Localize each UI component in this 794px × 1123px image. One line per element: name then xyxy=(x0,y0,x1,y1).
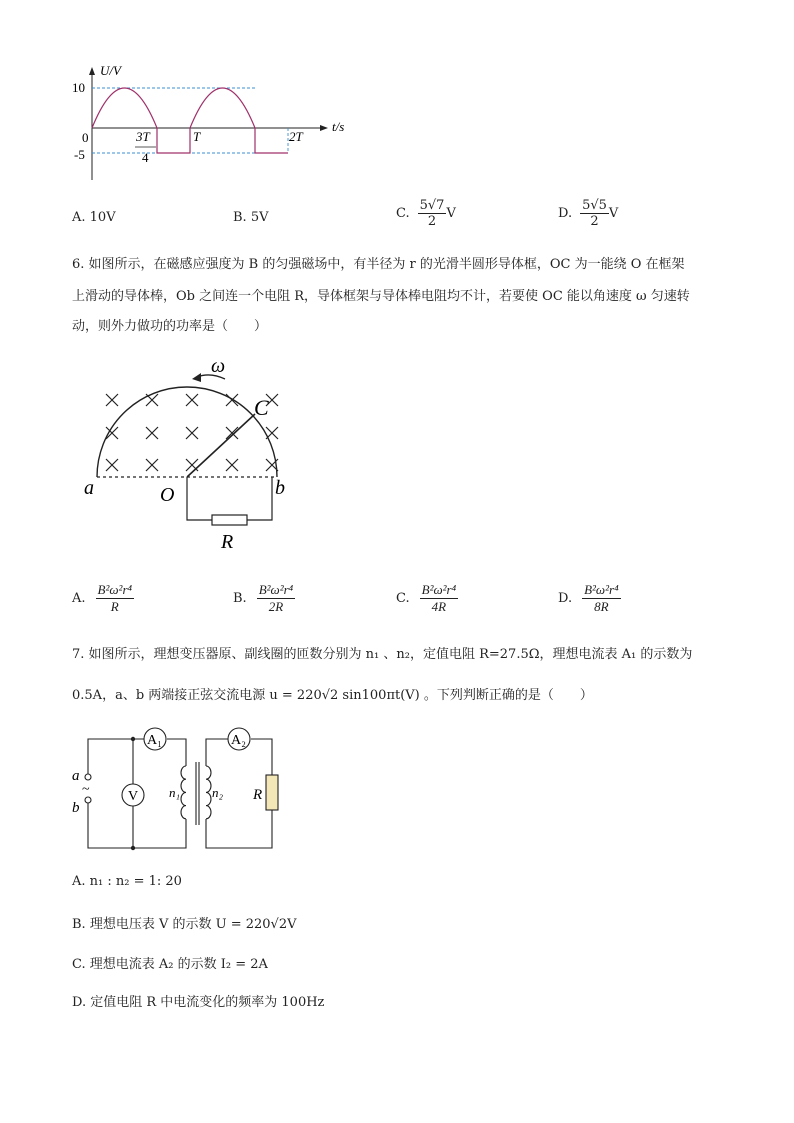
q7-option-a[interactable]: A. n₁ : n₂ = 1: 20 xyxy=(72,874,182,889)
secondary-coil xyxy=(206,766,211,819)
fraction-numerator: B²ω²r⁴ xyxy=(584,582,619,597)
option-fraction xyxy=(257,582,296,615)
label-omega: ω xyxy=(211,355,226,377)
junction-bottom xyxy=(131,846,135,850)
junction-top xyxy=(131,737,135,741)
rod-oc xyxy=(187,414,255,477)
semicircle-frame xyxy=(97,387,277,477)
q7-option-b[interactable]: B. 理想电压表 V 的示数 U = 220√2V xyxy=(72,917,297,932)
label-r: R xyxy=(221,531,234,553)
fraction-denominator: 2 xyxy=(590,214,599,229)
label-tilde: ~ xyxy=(82,782,90,797)
fraction-numerator: B²ω²r⁴ xyxy=(421,582,457,597)
fraction-denominator: 2R xyxy=(268,599,284,614)
transformer-circuit xyxy=(66,722,291,857)
q6-stem-line-3: 动，则外力做功的功率是（ ） xyxy=(72,319,268,334)
fraction-denominator: 8R xyxy=(594,599,609,614)
circuit-wire-left xyxy=(187,477,212,520)
option-fraction xyxy=(96,582,135,615)
label-v: V xyxy=(128,789,139,804)
q5-option-c[interactable] xyxy=(396,198,456,229)
y-tick-10: 10 xyxy=(72,80,85,95)
label-a: a xyxy=(72,768,80,784)
label-b: b xyxy=(275,477,285,499)
y-tick-minus5: -5 xyxy=(74,147,85,162)
q5-option-c-label: C. xyxy=(396,206,410,221)
q5-option-d-fraction xyxy=(580,198,609,229)
secondary-wire-top-left xyxy=(206,739,228,766)
terminal-a xyxy=(85,774,91,780)
option-label: C. xyxy=(396,591,410,606)
primary-wire-top-right xyxy=(167,739,186,766)
label-a1: A₁ xyxy=(147,733,162,748)
q5-option-b[interactable]: B. 5V xyxy=(233,210,269,225)
unit-label: V xyxy=(608,206,619,221)
q6-option-d[interactable] xyxy=(558,582,621,615)
y-tick-0: 0 xyxy=(82,130,89,145)
option-fraction xyxy=(420,582,459,615)
primary-wire-top-left xyxy=(88,739,144,774)
resistor-r xyxy=(212,515,247,525)
x-tick-3T-num: 3T xyxy=(136,129,150,144)
secondary-wire-top-right xyxy=(251,739,272,775)
circuit-wire-right xyxy=(247,477,272,520)
q6-stem-line-2: 上滑动的导体棒，Ob 之间连一个电阻 R，导体框架与导体棒电阻均不计，若要使 OC 能以角速度 ω 匀速转 xyxy=(72,289,690,304)
option-fraction xyxy=(582,582,621,615)
x-tick-2T: 2T xyxy=(289,129,303,144)
q6-stem-line-1: 6. 如图所示，在磁感应强度为 B 的匀强磁场中，有半径为 r 的光滑半圆形导体框，OC 为一能绕 O 在框架 xyxy=(72,257,685,272)
q5-option-d[interactable] xyxy=(558,198,618,229)
fraction-denominator: 2 xyxy=(427,214,437,229)
label-n2: n₂ xyxy=(212,785,224,800)
option-label: B. xyxy=(233,591,247,606)
voltage-time-graph xyxy=(60,55,360,190)
fraction-denominator: R xyxy=(110,599,119,614)
q7-option-c[interactable]: C. 理想电流表 A₂ 的示数 I₂ = 2A xyxy=(72,957,268,972)
primary-wire-bottom xyxy=(88,802,186,848)
unit-label: V xyxy=(446,206,456,221)
rotation-arrowhead xyxy=(192,373,201,382)
secondary-wire-bottom xyxy=(206,810,272,848)
x-tick-T: T xyxy=(193,129,201,144)
y-axis-label: U/V xyxy=(100,63,121,78)
label-a2: A₂ xyxy=(231,733,246,748)
q7-option-d[interactable]: D. 定值电阻 R 中电流变化的频率为 100Hz xyxy=(72,995,325,1010)
label-a: a xyxy=(84,477,94,499)
label-n1: n₁ xyxy=(169,785,181,800)
primary-coil xyxy=(181,766,186,819)
q5-option-d-label: D. xyxy=(558,206,573,221)
q5-option-c-fraction xyxy=(418,198,447,229)
fraction-numerator: B²ω²r⁴ xyxy=(97,582,133,597)
label-o: O xyxy=(160,484,175,506)
x-tick-3T-den: 4 xyxy=(142,150,149,165)
q5-option-a[interactable]: A. 10V xyxy=(72,210,116,225)
q7-stem-line-2: 0.5A，a、b 两端接正弦交流电源 u = 220√2 sin100πt(V) 。下列判断正确的是（ ） xyxy=(72,688,593,703)
q7-stem-line-1: 7. 如图所示，理想变压器原、副线圈的匝数分别为 n₁ 、n₂，定值电阻 R=27.5Ω，理想电流表 A₁ 的示数为 xyxy=(72,647,693,662)
q6-option-a[interactable] xyxy=(72,582,134,615)
fraction-numerator: 5√5 xyxy=(582,198,607,213)
fraction-denominator: 4R xyxy=(431,599,447,614)
voltage-curve xyxy=(92,88,288,153)
q6-option-b[interactable] xyxy=(233,582,295,615)
label-b: b xyxy=(72,800,80,816)
label-r: R xyxy=(253,787,263,803)
option-label: D. xyxy=(558,591,573,606)
resistor-r xyxy=(266,775,278,810)
semicircle-figure xyxy=(80,352,310,557)
x-axis-label: t/s xyxy=(332,119,345,134)
fraction-numerator: 5√7 xyxy=(419,198,445,213)
label-c: C xyxy=(254,395,269,420)
terminal-b xyxy=(85,797,91,803)
option-label: A. xyxy=(72,591,86,606)
fraction-numerator: B²ω²r⁴ xyxy=(258,582,294,597)
q6-option-c[interactable] xyxy=(396,582,458,615)
